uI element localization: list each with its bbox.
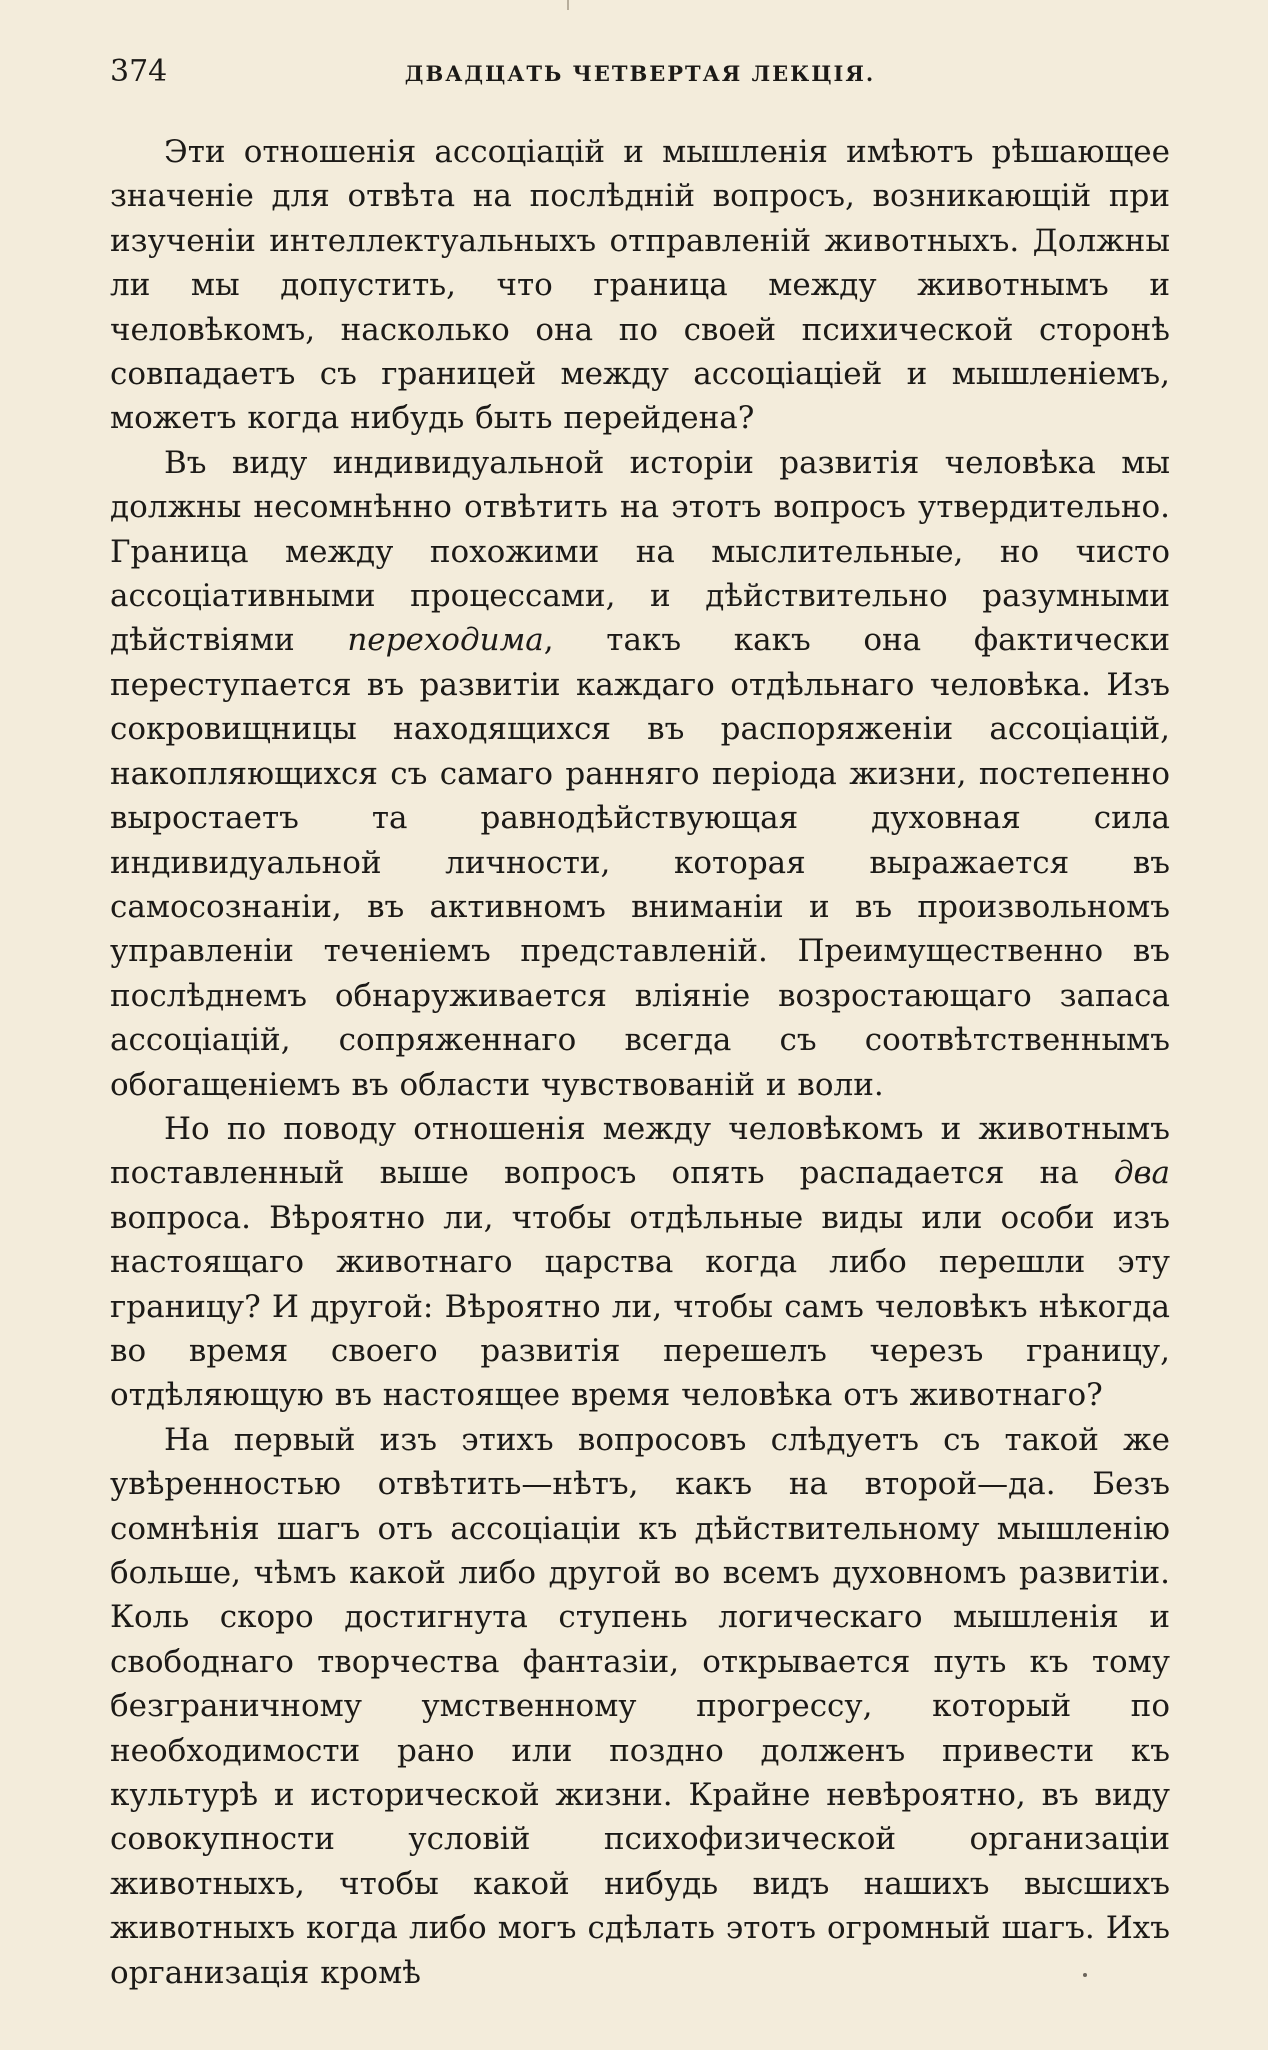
page-number: 374 bbox=[110, 54, 168, 89]
paragraph-2-after: , такъ какъ она фактически переступается въ развитіи каждаго отдѣльнаго человѣка. Изъ сокровищницы находящихся въ распоряженіи ассоціацій, накопляющихся съ самаго ранняго періода жизни, постепенно выростаетъ та равнодѣйствующая духовная сила индивидуальной личности, которая выражается въ самосознаніи, въ активномъ вниманіи и въ произвольномъ управленіи теченіемъ представленій. Преимущественно въ послѣднемъ обнаруживается вліяніе возростающаго запаса ассоціацій, сопряженнаго всегда съ соотвѣтственнымъ обогащеніемъ въ области чувствованій и воли. bbox=[110, 622, 1170, 1103]
paragraph-1: Эти отношенія ассоціацій и мышленія имѣютъ рѣшающее значеніе для отвѣта на послѣдній вопросъ, возникающій при изученіи интеллектуальныхъ отправленій животныхъ. Должны ли мы допустить, что граница между животнымъ и человѣкомъ, насколько она по своей психической сторонѣ совпадаетъ съ границей между ассоціаціей и мышленіемъ, можетъ когда нибудь быть перейдена? bbox=[110, 134, 1170, 437]
emphasis-perekhodima: переходима bbox=[347, 622, 544, 659]
page-header bbox=[110, 52, 1170, 92]
paragraph-3-after: вопроса. Вѣроятно ли, чтобы отдѣльные виды или особи изъ настоящаго животнаго царства когда либо перешли эту границу? И другой: Вѣроятно ли, чтобы самъ человѣкъ нѣкогда во время своего развитія перешелъ черезъ границу, отдѣляющую въ настоящее время человѣка отъ животнаго? bbox=[110, 1199, 1170, 1414]
paragraph-4: На первый изъ этихъ вопросовъ слѣдуетъ съ такой же увѣренностью отвѣтить—нѣтъ, какъ на второй—да. Безъ сомнѣнія шагъ отъ ассоціаціи къ дѣйствительному мышленію больше, чѣмъ какой либо другой во всемъ духовномъ развитіи. Коль скоро достигнута ступень логическаго мышленія и свободнаго творчества фантазіи, открывается путь къ тому безграничному умственному прогрессу, который по необходимости рано или поздно долженъ привести къ культурѣ и исторической жизни. Крайне невѣроятно, въ виду совокупности условій психофизической организаціи животныхъ, чтобы какой нибудь видъ нашихъ высшихъ животныхъ когда либо могъ сдѣлать этотъ огромный шагъ. Ихъ организація кромѣ bbox=[110, 1421, 1170, 1991]
paragraph-2-before: Въ виду индивидуальной исторіи развитія человѣка мы должны несомнѣнно отвѣтить на этотъ вопросъ утвердительно. Граница между похожими на мыслительные, но чисто ассоціативными процессами, и дѣйствительно разумными дѣйствіями bbox=[110, 444, 1170, 659]
paragraph-2 bbox=[110, 441, 1170, 1107]
body-text bbox=[110, 130, 1170, 1995]
emphasis-dva: два bbox=[1113, 1155, 1170, 1192]
paragraph-3-before: Но по поводу отношенія между человѣкомъ и животнымъ поставленный выше вопросъ опять распадается на bbox=[110, 1110, 1170, 1192]
paper-speck bbox=[567, 0, 569, 10]
paragraph-3 bbox=[110, 1107, 1170, 1418]
ink-dot bbox=[1083, 1973, 1087, 1977]
running-title: ДВАДЦАТЬ ЧЕТВЕРТАЯ ЛЕКЦІЯ. bbox=[404, 61, 876, 86]
